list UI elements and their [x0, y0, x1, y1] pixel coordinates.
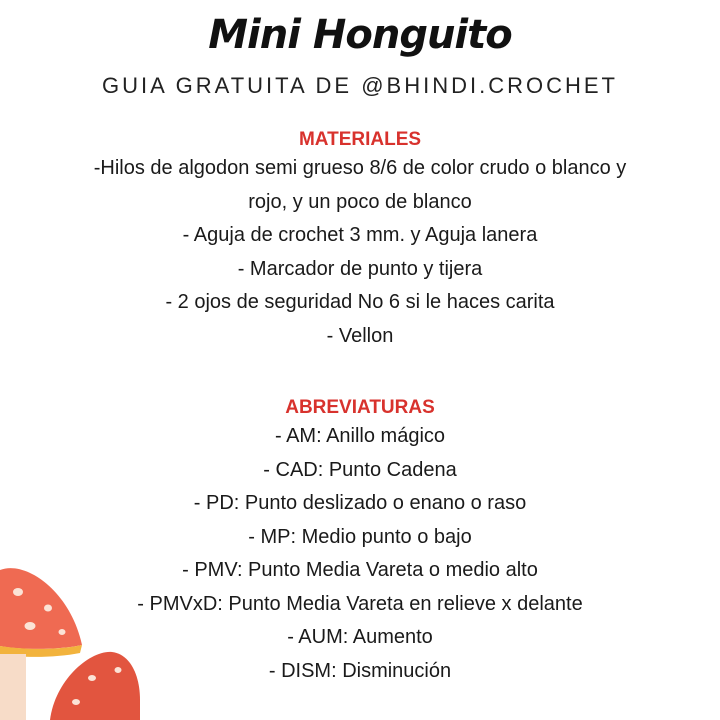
abbreviation-item: - PD: Punto deslizado o enano o raso — [193, 492, 527, 514]
abbreviation-item: - AUM: Aumento — [287, 626, 433, 648]
materials-item: - Vellon — [326, 324, 394, 347]
abbreviation-item: - CAD: Punto Cadena — [263, 458, 457, 481]
abbreviation-item: - AM: Anillo mágico — [274, 425, 446, 447]
abbreviations-heading: ABREVIATURAS — [285, 397, 435, 418]
materials-item: rojo, y un poco de blanco — [248, 190, 472, 213]
abbreviation-item: - MP: Medio punto o bajo — [248, 525, 472, 548]
abbreviation-item: - PMV: Punto Media Vareta o medio alto — [182, 559, 538, 581]
materials-item: - Marcador de punto y tijera — [237, 257, 483, 280]
materials-section — [20, 128, 700, 353]
materials-item: - 2 ojos de seguridad No 6 si le haces carita — [165, 291, 555, 313]
mushrooms-illustration-icon — [0, 550, 140, 720]
materials-item: - Aguja de crochet 3 mm. y Aguja lanera — [182, 224, 538, 246]
page-subtitle: GUIA GRATUITA DE @BHINDI.CROCHET — [102, 73, 618, 98]
materials-item: -Hilos de algodon semi grueso 8/6 de color crudo o blanco y — [93, 157, 627, 179]
page-title: Mini Honguito — [208, 12, 512, 58]
abbreviation-item: - DISM: Disminución — [268, 659, 452, 682]
materials-heading: MATERIALES — [298, 129, 422, 150]
abbreviation-item: - PMVxD: Punto Media Vareta en relieve x delante — [137, 592, 583, 615]
